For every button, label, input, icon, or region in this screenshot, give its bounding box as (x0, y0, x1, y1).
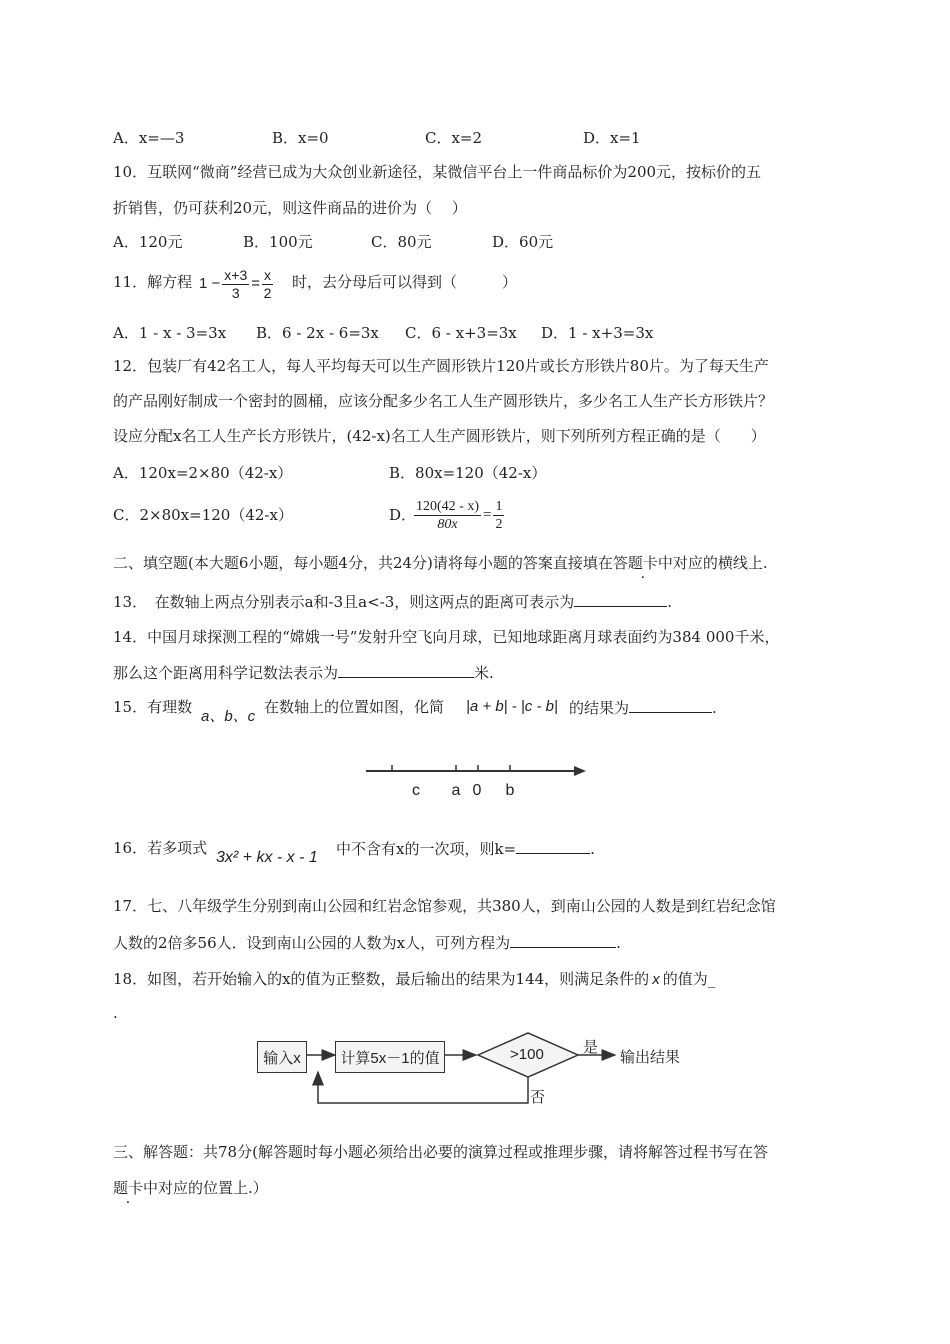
q11-frac1-den: 3 (231, 284, 240, 301)
number-line-arrow (574, 766, 586, 776)
q12-option-c: C．2×80x=120（42-x） (113, 506, 293, 524)
number-line (360, 758, 600, 803)
q14-line2-a: 那么这个距离用科学记数法表示为 (113, 664, 339, 682)
q12-optd-rden: 2 (495, 516, 503, 532)
q10-line1: 10．互联网“微商”经营已成为大众创业新途径，某微信平台上一件商品标价为200元，按标价的五 (113, 163, 762, 181)
q11-eq-one: 1 − (199, 275, 221, 292)
q11-option-d: D．1 - x+3=3x (541, 324, 654, 342)
q10-option-b: B．100元 (243, 233, 313, 251)
q16-prefix: 16．若多项式 (113, 839, 208, 857)
loop-back-arrow (318, 1072, 528, 1103)
label-a: a (451, 782, 461, 799)
q12-option-d-label: D． (389, 506, 417, 524)
q12-option-d-equation (414, 494, 504, 536)
q14-line1: 14．中国月球探测工程的“嫦娥一号”发射升空飞向月球，已知地球距离月球表面约为384 000千米， (113, 628, 780, 646)
q18-line2: . (113, 1004, 118, 1022)
section3-line2 (113, 1178, 268, 1198)
flow-no-label: 否 (530, 1089, 546, 1106)
q14-line2 (113, 662, 494, 683)
q14-line2-b: 米. (474, 664, 494, 682)
q12-optd-den: 80x (437, 516, 458, 532)
q17-line2-group (113, 932, 621, 953)
q9-option-d: D．x=1 (583, 129, 641, 147)
q11-option-c: C．6 - x+3=3x (405, 324, 517, 342)
q10-option-c: C．80元 (371, 233, 432, 251)
flow-compute-box: 计算5x－1的值 (335, 1041, 445, 1073)
q12-line2: 的产品刚好制成一个密封的圆桶，应该分配多少名工人生产圆形铁片，多少名工人生产长方形铁片？ (113, 392, 774, 410)
q16-poly: 3x² + kx - x - 1 (216, 849, 318, 866)
q16-suffix: 中不含有x的一次项，则k= (336, 840, 517, 858)
q15-suffix-group (569, 697, 717, 718)
q15-prefix: 15．有理数 (113, 698, 193, 716)
q12-optd-equals: = (483, 507, 492, 523)
q16-suffix-group (336, 838, 595, 859)
section2-heading (113, 553, 768, 573)
q11-eq-equals: = (251, 275, 261, 292)
q17-line2: 人数的2倍多56人．设到南山公园的人数为x人，可列方程为 (113, 934, 511, 952)
label-b: b (505, 782, 515, 799)
q16-answer-blank[interactable] (516, 838, 590, 854)
q11-frac1-num: x+3 (224, 266, 248, 283)
flow-output-label: 输出结果 (620, 1049, 681, 1066)
q10-line2: 折销售，仍可获利20元，则这件商品的进价为（ ） (113, 199, 467, 217)
q13 (113, 591, 672, 612)
q17-answer-blank[interactable] (510, 932, 616, 948)
label-0: 0 (472, 782, 482, 799)
flowchart-lines (250, 1030, 710, 1110)
q11-frac2-den: 2 (263, 284, 272, 301)
q10-option-d: D．60元 (492, 233, 554, 251)
section2-text-b: 中对应的横线上. (657, 554, 768, 572)
q18-line1-end: 的值为_ (662, 970, 716, 988)
q11-fraction-1 (222, 267, 249, 302)
q12-optd-rnum: 1 (495, 498, 503, 514)
q11-option-a: A．1 - x - 3=3x (113, 324, 227, 342)
q12-line3: 设应分配x名工人生产长方形铁片，(42-x)名工人生产圆形铁片，则下列所列方程正确的是（ ） (113, 427, 766, 445)
section2-text-a: 二、填空题(本大题6小题，每小题4分，共24分)请将每小题的答案直接填在答 (113, 554, 628, 572)
label-c: c (412, 782, 420, 799)
q18-line1: 18．如图，若开始输入的x的值为正整数，最后输出的结果为144，则满足条件的 (113, 970, 650, 988)
q12-line1: 12．包装厂有42名工人，每人平均每天可以生产圆形铁片120片或长方形铁片80片。为了每天生产 (113, 357, 769, 375)
q11-prefix: 11．解方程 (113, 273, 193, 291)
q12-optd-fraction-left (414, 498, 481, 533)
q9-option-a: A．x=—3 (113, 129, 185, 147)
q15-vars: a、b、c (201, 708, 256, 725)
q15-answer-blank[interactable] (629, 697, 712, 713)
q11-fraction-2 (262, 267, 273, 302)
q18-line1-group (113, 969, 715, 990)
q10-option-a: A．120元 (113, 233, 183, 251)
q13-answer-blank[interactable] (574, 591, 667, 607)
q11-suffix: 时，去分母后可以得到（ ） (292, 273, 518, 291)
q11-equation (199, 264, 275, 304)
q11-option-b: B．6 - 2x - 6=3x (256, 324, 379, 342)
q13-text: 13． 在数轴上两点分别表示a和-3且a<-3，则这两点的距离可表示为 (113, 593, 575, 611)
q15-suffix: 的结果为 (569, 699, 630, 717)
q15-end: . (712, 699, 717, 717)
q12-option-a: A．120x=2×80（42-x） (113, 464, 293, 482)
q15-mid: 在数轴上的位置如图，化简 (264, 698, 445, 716)
q9-option-b: B．x=0 (272, 129, 329, 147)
flow-input-box: 输入x (257, 1041, 307, 1073)
q13-end: . (667, 593, 673, 611)
q17-end: . (616, 934, 621, 952)
q12-optd-fraction-right (493, 498, 504, 533)
section2-dotted: 题卡 (627, 554, 658, 572)
q9-option-c: C．x=2 (425, 129, 483, 147)
flow-yes-label: 是 (583, 1039, 599, 1056)
q17-line1: 17．七、八年级学生分别到南山公园和红岩念馆参观，共380人，到南山公园的人数是到红岩纪念馆 (113, 897, 776, 915)
flow-condition-label: >100 (510, 1046, 544, 1063)
q15-abs-expr: |a + b| - |c - b| (466, 698, 558, 715)
q12-optd-num: 120(42 - x) (416, 498, 479, 514)
q12-option-b: B．80x=120（42-x） (389, 464, 547, 482)
q11-frac2-num: x (264, 266, 272, 283)
section3-dotted: 题卡 (113, 1179, 144, 1197)
q18-var: x (652, 971, 660, 988)
section3-line2-b: 中对应的位置上.） (143, 1179, 268, 1197)
section3-line1: 三、解答题：共78分(解答题时每小题必须给出必要的演算过程或推理步骤，请将解答过程书写在答 (113, 1143, 768, 1161)
q16-end: . (590, 840, 595, 858)
q14-answer-blank[interactable] (338, 662, 474, 678)
